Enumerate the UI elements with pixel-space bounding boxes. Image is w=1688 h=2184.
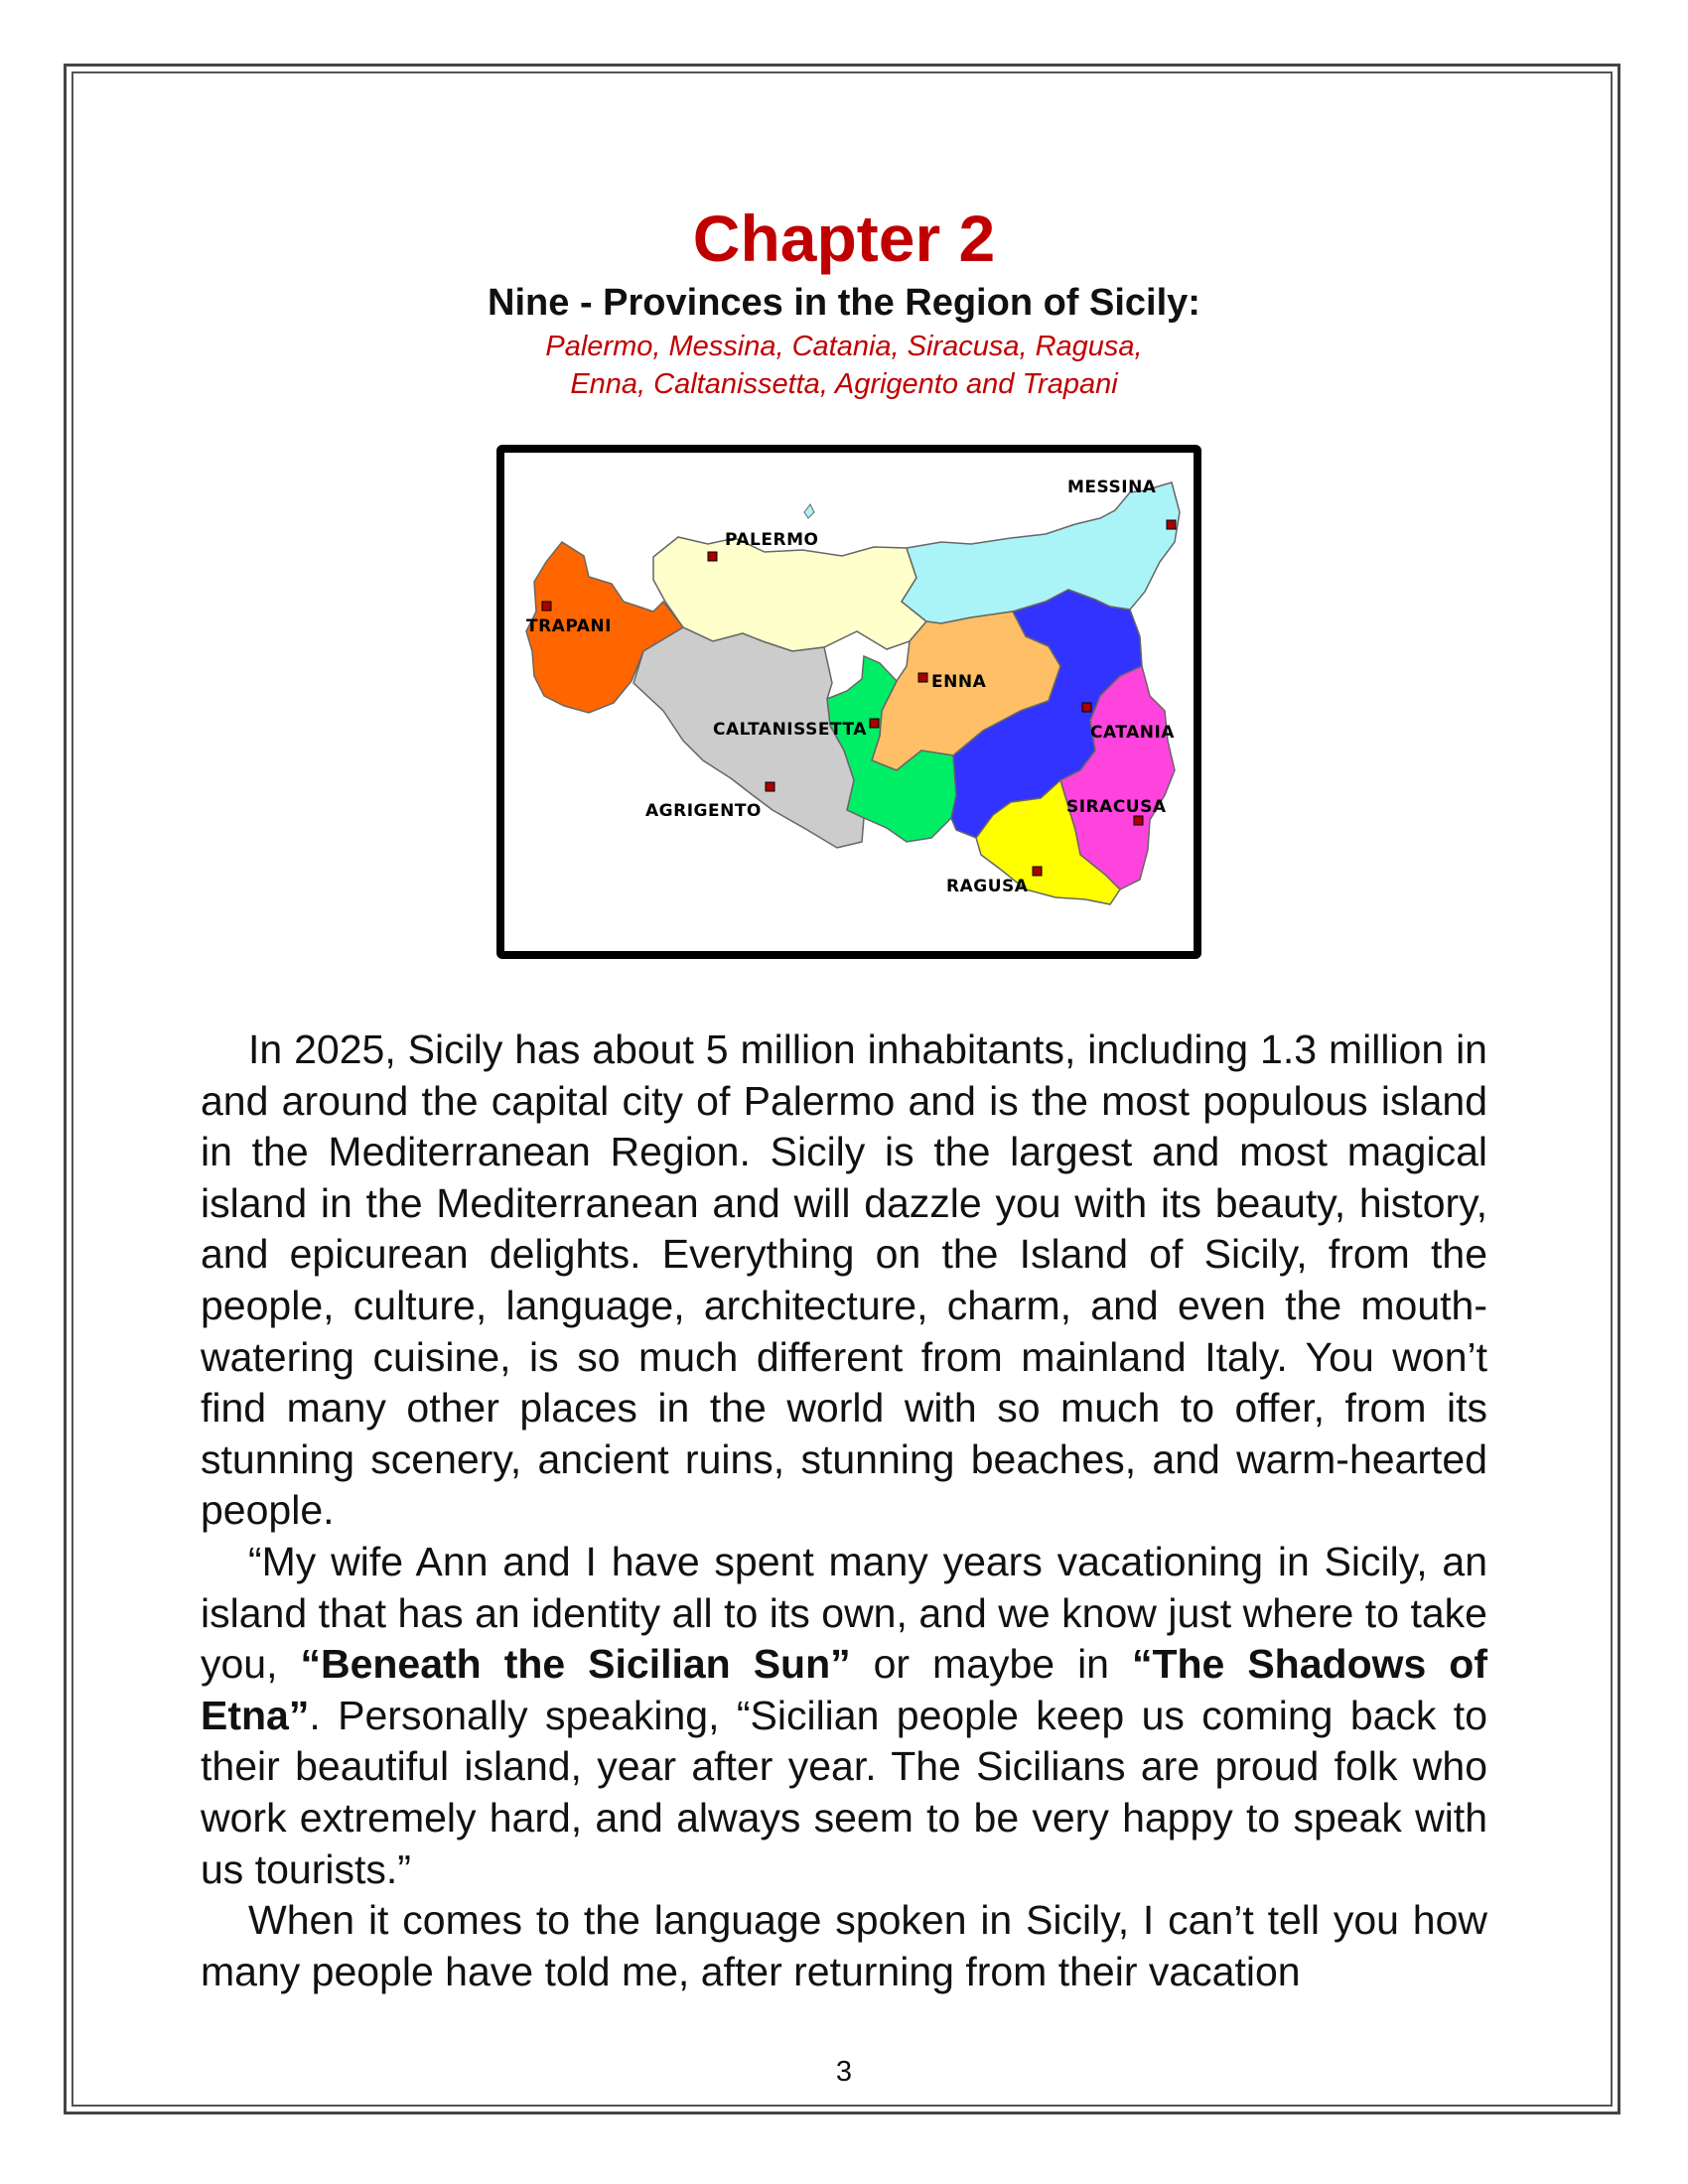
label-catania: CATANIA [1090,723,1175,743]
marker-enna [918,673,927,682]
marker-catania [1082,703,1091,712]
paragraph-3: When it comes to the language spoken in Sicily, I can’t tell you how many people have told me, after returning from their vacation [201,1897,1487,1994]
province-list [0,328,1688,403]
label-palermo: PALERMO [725,530,819,550]
sicily-province-map [496,445,1201,959]
chapter-body [201,1024,1487,1997]
marker-palermo [708,552,717,561]
province-list-line-2: Enna, Caltanissetta, Agrigento and Trapani [570,368,1118,400]
region-messina [902,482,1180,623]
paragraph-2-part-a: “My wife Ann and I have spent many years vacationing in Sicily, an island that has an identity all to its own, and we know just where to take you, [201,1538,1487,1688]
label-agrigento: AGRIGENTO [645,801,762,821]
label-caltanissetta: CALTANISSETTA [713,720,867,740]
label-ragusa: RAGUSA [946,877,1029,896]
book-title-beneath-the-sicilian-sun: “Beneath the Sicilian Sun” [300,1641,851,1688]
marker-siracusa [1134,816,1143,825]
marker-agrigento [766,782,774,791]
paragraph-2-part-c: or maybe in [850,1641,1132,1688]
paragraph-2-part-d: . Personally speaking, “Sicilian people keep us coming back to their beautiful island, year after year. The Sicilians are proud folk who work extremely hard, and always seem to be very happy to speak with us tourists.” [201,1692,1487,1892]
chapter-subtitle: Nine - Provinces in the Region of Sicily: [488,282,1200,324]
label-trapani: TRAPANI [526,616,612,636]
chapter-title: Chapter 2 [692,202,996,275]
region-messina-islet [804,504,814,518]
paragraph-2 [201,1537,1487,1895]
page-number: 3 [835,2056,853,2088]
paragraph-1: In 2025, Sicily has about 5 million inhabitants, including 1.3 million in and around the capital city of Palermo and is the most populous island in the Mediterranean Region. Sicily is the largest and most magical island in the Mediterranean and will dazzle you with its beauty, history, and epicurean delights. Everything on the Island of Sicily, from the people, culture, language, architecture, charm, and even the mouth-watering cuisine, is so much different from mainland Italy. You won’t find many other places in the world with so much to offer, from its stunning scenery, ancient ruins, stunning beaches, and warm-hearted people. [201,1026,1487,1534]
marker-messina [1167,520,1176,529]
marker-trapani [542,602,551,611]
label-messina: MESSINA [1067,478,1157,497]
marker-ragusa [1033,867,1042,876]
sicily-map-svg [504,453,1194,951]
label-enna: ENNA [931,672,987,692]
province-list-line-1: Palermo, Messina, Catania, Siracusa, Ragusa, [545,331,1143,362]
book-title-the-shadows-of-etna: “The Shadows of Etna” [201,1641,1487,1738]
label-siracusa: SIRACUSA [1066,797,1167,817]
marker-caltanissetta [870,719,879,728]
